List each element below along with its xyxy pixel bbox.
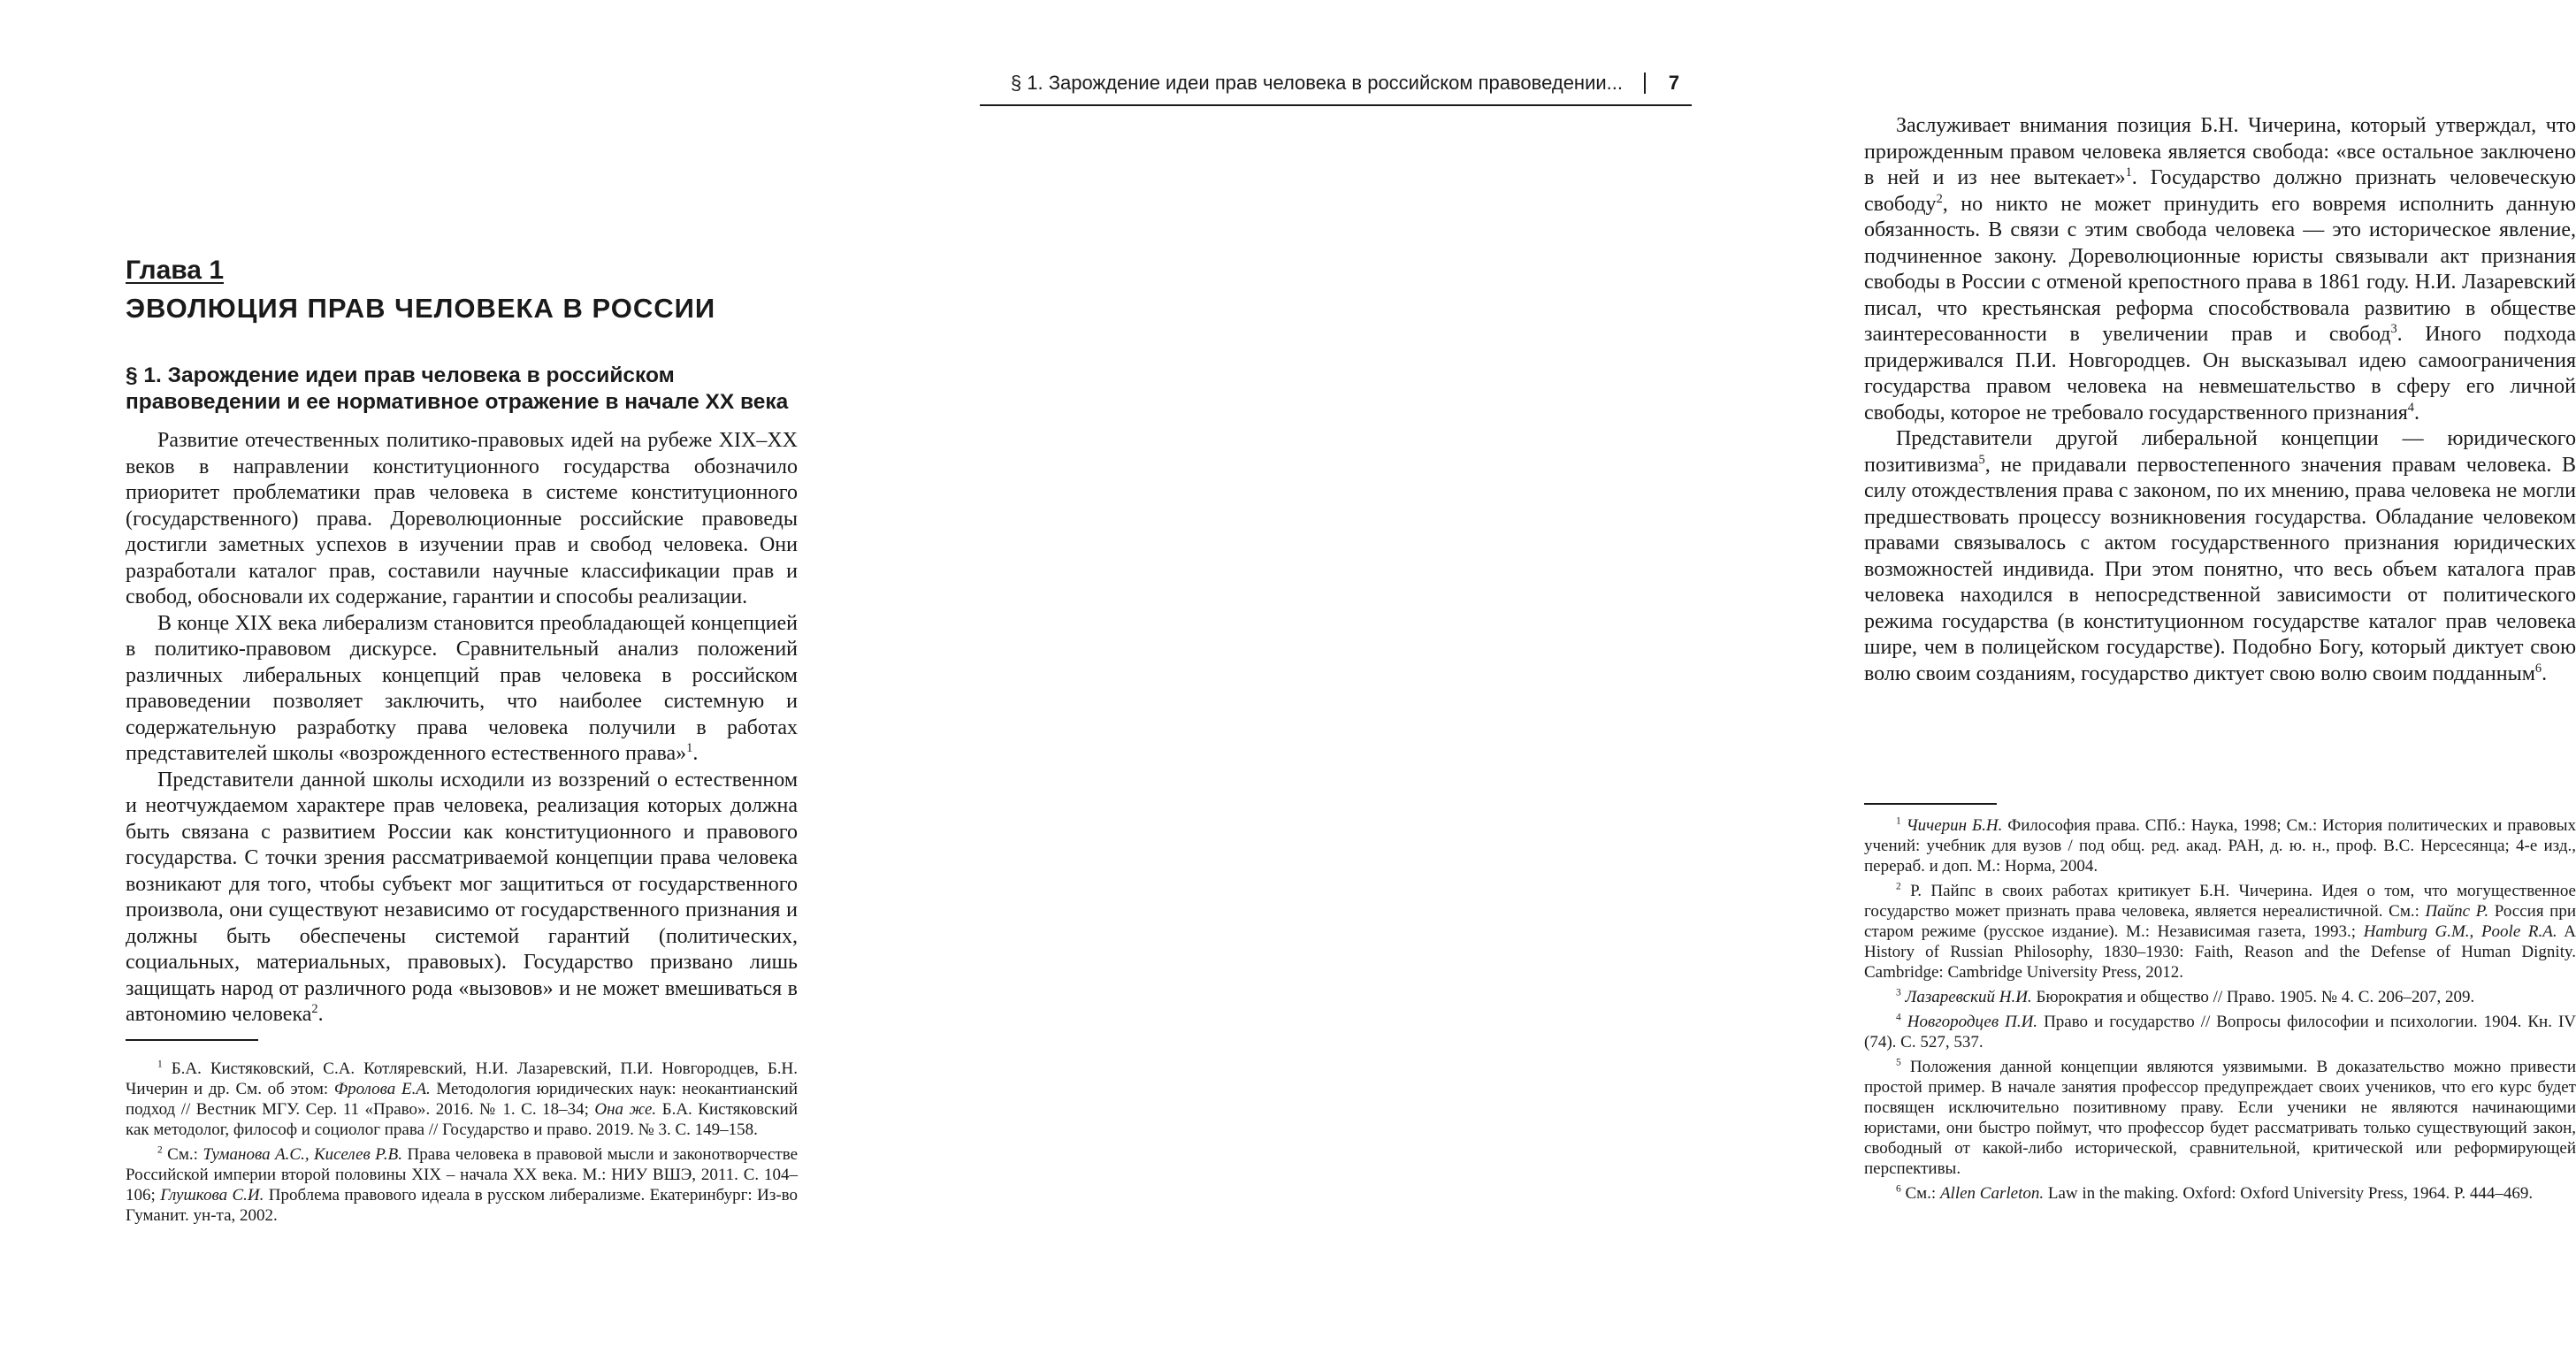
footnote-author: Лазаревский Н.И. <box>1905 988 2032 1006</box>
footnote-divider <box>1864 803 1997 805</box>
footnote-ref: 4 <box>2407 400 2414 415</box>
paragraph-text: В конце XIX века либерализм становится преобладающей концепцией в политико-правовом дискурсе. Сравнительный анализ положений различных либеральных концепций прав человека в российском правоведении позволяет заключить, что наиболее системную и содержательную разработку права человека получили в работах представителей школы «возрожденного естественного права» <box>126 611 798 765</box>
footnote <box>1864 881 2576 983</box>
footnote-author: Она же. <box>594 1100 657 1119</box>
right-page <box>884 0 2576 1346</box>
footnote-text: Б.А. Кистяковский, С.А. Котляревский, Н.И. Лазаревский, П.И. Новгородцев, Б.Н. Чичерин и др. См. об этом: <box>126 1059 798 1098</box>
footnote-number: 3 <box>1896 987 1901 998</box>
paragraph-text: . <box>692 742 699 765</box>
paragraph-text: , не придавали первостепенного значения правам человека. В силу отождествления права с законом, по их мнению, права человека не могли предшествовать процессу возникновения государства. Обладание человеком правами связывалось с актом государственного признания юридических возможностей индивида. При этом понятно, что весь объем каталога прав человека находился в непосредственной зависимости от политического режима государства (в конституционном государстве каталог прав человека шире, чем в полицейском государстве). Подобно Богу, который диктует свою волю своим созданиям, государство диктует свою волю своим подданным <box>1864 453 2576 685</box>
running-head <box>980 71 1692 106</box>
paragraph <box>1864 426 2576 687</box>
footnote-text: A History of Russian Philosophy, 1830–1930: Faith, Reason and the Defense of Human Dignity. Cambridge: Cambridge University Press, 2012. <box>1864 922 2576 982</box>
footnote <box>1864 815 2576 876</box>
right-footnotes <box>1864 815 2576 1208</box>
footnote-number: 1 <box>157 1059 163 1070</box>
footnote-author: Туманова А.С., Киселев Р.В. <box>203 1145 403 1164</box>
paragraph-text: Представители данной школы исходили из воззрений о естественном и неотчуждаемом характере прав человека, реализация которых должна быть связана с развитием России как конституционного и правового государства. С точки зрения рассматриваемой концепции права человека возникают для того, чтобы субъект мог защититься от государственного произвола, они существуют независимо от государственного признания и должны быть обеспечены системой гарантий (политических, социальных, материальных, правовых). Государство призвано лишь защищать народ от различного рода «вызовов» и не может вмешиваться в автономию человека <box>126 768 798 1026</box>
footnote-text: Проблема правового идеала в русском либерализме. Екатеринбург: Из-во Гуманит. ун-та, 2002. <box>126 1186 798 1225</box>
footnote-ref: 2 <box>1936 191 1943 206</box>
footnote-number: 1 <box>1896 815 1901 827</box>
footnote-ref: 1 <box>2125 165 2132 180</box>
paragraph-text: , но никто не может принудить его вовремя исполнить данную обязанность. В связи с этим свобода человека — это историческое явление, подчиненное закону. Дореволюционные юристы связывали акт признания свободы в России с отменой крепостного права в 1861 году. Н.И. Лазаревский писал, что крестьянская реформа способствовала развитию в обществе заинтересованности в увеличении прав и свобод <box>1864 192 2576 346</box>
paragraph-text: Развитие отечественных политико-правовых идей на рубеже XIX–XX веков в направлении конституционного государства обозначило приоритет проблематики прав человека в системе конституционного (государственного) права. Дореволюционные российские правоведы достигли заметных успехов в изучении прав и свобод человека. Они разработали каталог прав, составили научные классификации прав и свобод, обосновали их содержание, гарантии и способы реализации. <box>126 429 798 608</box>
footnote-text: См.: <box>1900 1184 1940 1203</box>
footnote-divider <box>126 1039 258 1041</box>
footnote-text: Law in the making. Oxford: Oxford University Press, 1964. P. 444–469. <box>2044 1184 2534 1203</box>
footnote-author: Чичерин Б.Н. <box>1906 816 2003 835</box>
running-head-rule <box>980 104 1692 106</box>
paragraph-text: Представители другой либеральной концепции — юридического позитивизма <box>1864 427 2576 477</box>
footnote-number: 2 <box>1896 881 1901 892</box>
footnote-text: Р. Пайпс в своих работах критикует Б.Н. Чичерина. Идея о том, что могущественное государство может признать права человека, является нереалистичной. См.: <box>1864 882 2576 921</box>
paragraph-text: . <box>317 1003 324 1026</box>
chapter-title: ЭВОЛЮЦИЯ ПРАВ ЧЕЛОВЕКА В РОССИИ <box>126 293 716 324</box>
left-body-text <box>126 428 798 1029</box>
chapter-label: Глава 1 <box>126 256 225 285</box>
footnote-text: Право и государство // Вопросы философии и психологии. 1904. Кн. IV (74). С. 527, 537. <box>1864 1013 2576 1052</box>
paragraph-text: Заслуживает внимания позиция Б.Н. Чичерина, который утверждал, что прирожденным правом человека является свобода: «все остальное заключено в ней и из нее вытекает» <box>1864 114 2576 189</box>
footnote <box>1864 987 2576 1007</box>
footnote-author: Allen Carleton. <box>1939 1184 2045 1203</box>
footnote <box>1864 1057 2576 1179</box>
footnote-author: Новгородцев П.И. <box>1907 1013 2038 1031</box>
footnote-number: 2 <box>157 1144 163 1156</box>
footnote-number: 6 <box>1896 1183 1901 1195</box>
paragraph <box>126 768 798 1029</box>
footnote-text <box>1901 1013 1907 1031</box>
left-footnotes <box>126 1059 798 1230</box>
running-head-title: § 1. Зарождение идеи прав человека в российском правоведении... <box>1010 72 1623 94</box>
paragraph-text: . Государство должно признать человеческую свободу <box>1864 166 2576 216</box>
footnote <box>126 1059 798 1140</box>
footnote-ref: 6 <box>2534 661 2542 676</box>
footnote-text: Философия права. СПб.: Наука, 1998; См.: История политических и правовых учений: учебник для вузов / под общ. ред. акад. РАН, д. ю. н., проф. В.С. Нерсесянца; 4-е изд., перераб. и доп. М.: Норма, 2004. <box>1864 816 2576 876</box>
footnote <box>1864 1183 2576 1204</box>
footnote-author: Фролова Е.А. <box>333 1080 431 1098</box>
footnote-ref: 2 <box>311 1002 318 1016</box>
paragraph-text: . Иного подхода придерживался П.И. Новгородцев. Он высказывал идею самоограничения государства правом человека на невмешательство в сферу его личной свободы, которое не требовало государственного признания <box>1864 323 2576 424</box>
paragraph <box>126 428 798 611</box>
left-page <box>0 0 884 1346</box>
footnote <box>126 1144 798 1226</box>
paragraph-text: . <box>2413 401 2419 424</box>
right-body-text <box>1864 113 2576 687</box>
footnote-text: Б.А. Кистяковский как методолог, философ и социолог права // Государство и право. 2019. № 3. С. 149–158. <box>126 1100 798 1139</box>
section-title: § 1. Зарождение идеи прав человека в российском правоведении и ее нормативное отражение в начале XX века <box>126 363 789 414</box>
footnote-ref: 1 <box>686 741 693 755</box>
paragraph <box>126 611 798 768</box>
page-number: 7 <box>1668 72 1680 94</box>
footnote-number: 4 <box>1896 1012 1901 1023</box>
footnote <box>1864 1012 2576 1052</box>
footnote-author: Hamburg G.M., Poole R.A. <box>2363 922 2557 941</box>
footnote-text: Положения данной концепции являются уязвимыми. В доказательство можно привести простой пример. В начале занятия профессор предупреждает своих учеников, что его курс будет посвящен исключительно позитивному праву. Если ученики не являются начинающими юристами, они быстро поймут, что профессор будет рассматривать только существующий закон, свободный от какой-либо исторической, сравнительной, критической или реформирующей перспективы. <box>1864 1058 2576 1178</box>
paragraph-text: . <box>2542 662 2548 685</box>
footnote-text: Права человека в правовой мысли и законотворчестве Российской империи второй половины XIX – начала XX века. М.: НИУ ВШЭ, 2011. С. 104–106; <box>126 1145 798 1205</box>
footnote-ref: 3 <box>2390 322 2397 336</box>
footnote-text: Россия при старом режиме (русское издание). М.: Независимая газета, 1993.; <box>1864 902 2576 941</box>
footnote-text: Методология юридических наук: неокантианский подход // Вестник МГУ. Сер. 11 «Право». 2016. № 1. С. 18–34; <box>126 1080 799 1119</box>
footnote-text: См.: <box>162 1145 203 1164</box>
footnote-ref: 5 <box>1978 452 1985 467</box>
footnote-author: Пайпс Р. <box>2425 902 2489 921</box>
footnote-text: Бюрократия и общество // Право. 1905. № 4. С. 206–207, 209. <box>2031 988 2475 1006</box>
paragraph <box>1864 113 2576 426</box>
footnote-author: Глушкова С.И. <box>160 1186 264 1205</box>
running-head-separator <box>1644 73 1646 94</box>
footnote-number: 5 <box>1896 1057 1901 1068</box>
